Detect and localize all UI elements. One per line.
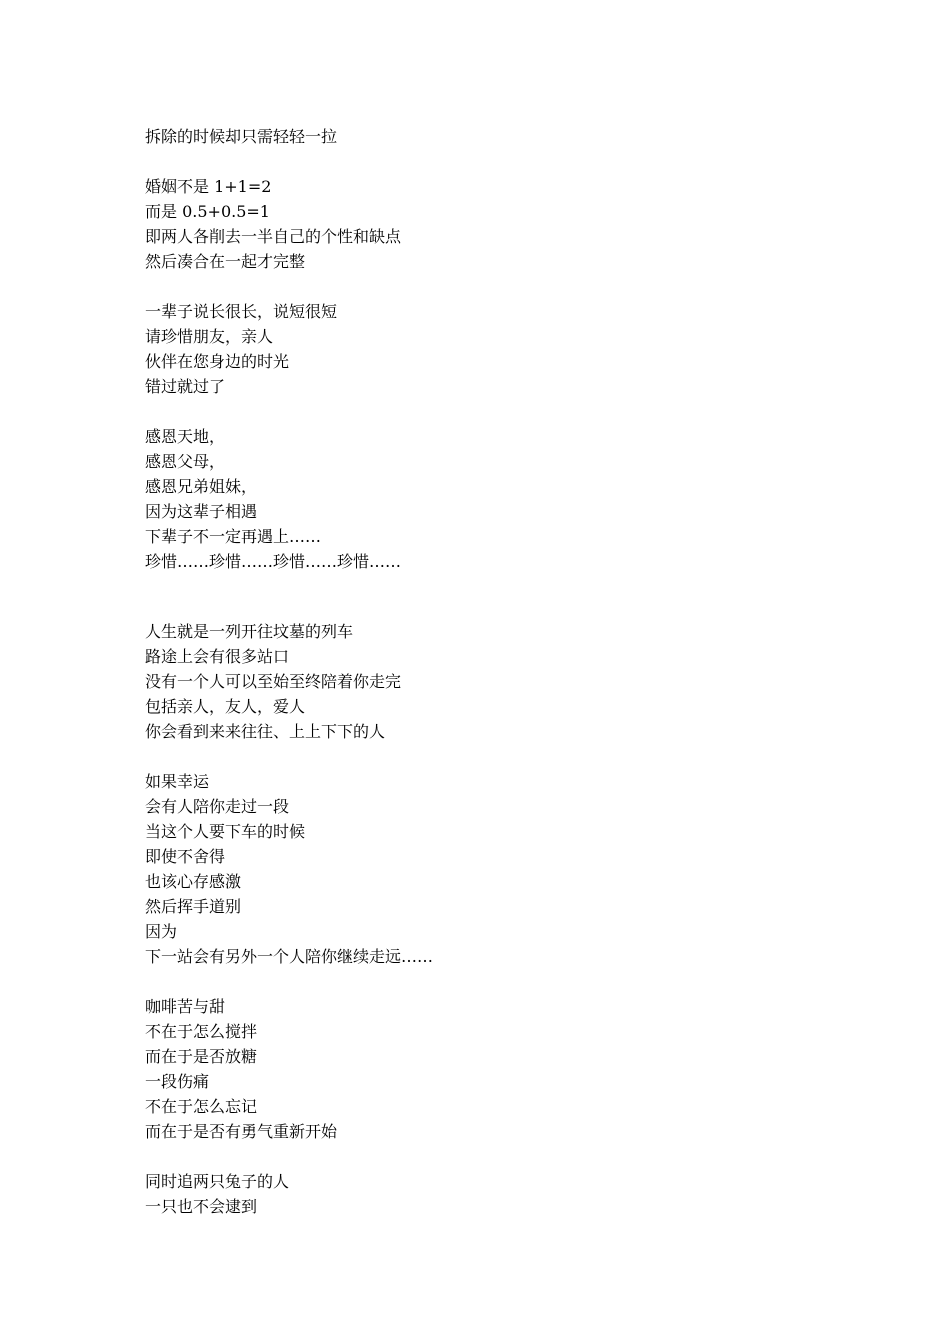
- text-line: 伙伴在您身边的时光: [145, 352, 290, 371]
- text-line: 错过就过了: [145, 377, 226, 396]
- text-line: 因为这辈子相遇: [145, 502, 258, 521]
- text-line: 不在于怎么搅拌: [145, 1022, 258, 1041]
- paragraph-gap: [145, 969, 845, 994]
- text-line: 下一站会有另外一个人陪你继续走远……: [145, 947, 434, 966]
- text-line: 下辈子不一定再遇上……: [145, 527, 322, 546]
- text-line: 包括亲人，友人，爱人: [145, 697, 306, 716]
- text-line: 会有人陪你走过一段: [145, 797, 290, 816]
- text-line: 婚姻不是 1+1=2: [145, 177, 272, 196]
- text-line: 路途上会有很多站口: [145, 647, 290, 666]
- text-line: 咖啡苦与甜: [145, 997, 226, 1016]
- text-line: 感恩兄弟姐妹，: [145, 477, 258, 496]
- text-line: 一段伤痛: [145, 1072, 210, 1091]
- paragraph-gap: [145, 744, 845, 769]
- text-line: 感恩父母，: [145, 452, 226, 471]
- text-line: 拆除的时候却只需轻轻一拉: [145, 127, 338, 146]
- text-line: 而是 0.5+0.5=1: [145, 202, 270, 221]
- text-line: 人生就是一列开往坟墓的列车: [145, 622, 354, 641]
- text-line: 感恩天地，: [145, 427, 226, 446]
- text-line: 一辈子说长很长，说短很短: [145, 302, 338, 321]
- text-line: 你会看到来来往往、上上下下的人: [145, 722, 386, 741]
- text-line: 没有一个人可以至始至终陪着你走完: [145, 672, 402, 691]
- paragraph-gap: [145, 149, 845, 174]
- text-line: 当这个人要下车的时候: [145, 822, 306, 841]
- text-line: 如果幸运: [145, 772, 210, 791]
- text-line: 珍惜……珍惜……珍惜……珍惜……: [145, 552, 402, 571]
- paragraph-gap: [145, 399, 845, 424]
- paragraph-gap: [145, 274, 845, 299]
- text-line: 而在于是否有勇气重新开始: [145, 1122, 338, 1141]
- text-line: 然后凑合在一起才完整: [145, 252, 306, 271]
- text-line: 不在于怎么忘记: [145, 1097, 258, 1116]
- text-line: 因为: [145, 922, 178, 941]
- text-line: 一只也不会逮到: [145, 1197, 258, 1216]
- text-line: 而在于是否放糖: [145, 1047, 258, 1066]
- text-line: 同时追两只兔子的人: [145, 1172, 290, 1191]
- document-body: [145, 124, 845, 1219]
- paragraph-gap: [145, 574, 845, 619]
- text-line: 也该心存感激: [145, 872, 242, 891]
- text-line: 即两人各削去一半自己的个性和缺点: [145, 227, 402, 246]
- text-line: 即使不舍得: [145, 847, 226, 866]
- text-line: 然后挥手道别: [145, 897, 242, 916]
- paragraph-gap: [145, 1144, 845, 1169]
- text-line: 请珍惜朋友，亲人: [145, 327, 274, 346]
